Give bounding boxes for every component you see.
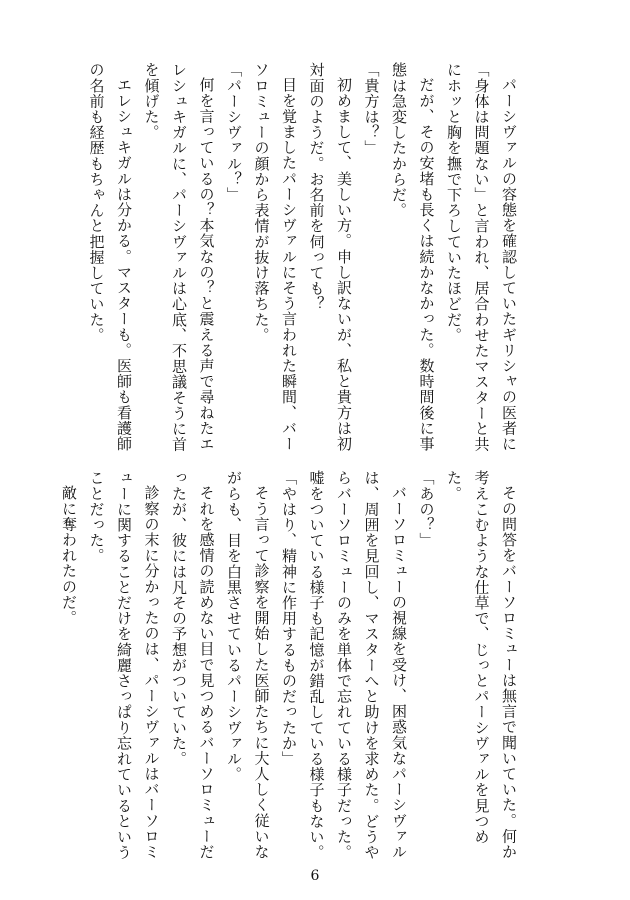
- paragraph: 何を言っているの？本気なの？と震える声で尋ねたエレシュキガルに、パーシヴァルは心底、不思議そうに首を傾げた。: [142, 62, 216, 452]
- paragraph: パーシヴァルの容態を確認していたギリシャの医者に「身体は問題ない」と言われ、居合わせたマスターと共にホッと胸を撫で下ろしていたほどだ。: [445, 62, 518, 452]
- top-text-column: [87, 62, 522, 452]
- paragraph: 敵に奪われたのだ。: [60, 485, 78, 626]
- dialogue-line: 「あの？」: [417, 470, 436, 548]
- page-number: 6: [310, 868, 320, 884]
- paragraph: バーソロミューの視線を受け、困惑気なパーシヴァルは、周囲を見回し、マスターへと助けを求めた。どうやらバーソロミューのみを単体で忘れている様子だった。嘘をついている様子も記憶が錯乱している様子もない。: [307, 470, 408, 860]
- dialogue-line: 「パーシヴァル？」: [225, 62, 243, 203]
- paragraph: そう言って診察を開始した医師たちに大人しく従いながらも、目を白黒させているパーシヴァル。: [225, 470, 271, 860]
- paragraph: その問答をバーソロミューは無言で聞いていた。何か考えこむような仕草で、じっとパーシヴァルを見つめた。: [445, 470, 518, 860]
- dialogue-line: 「やはり、精神に作用するものだったか」: [280, 470, 298, 767]
- dialogue-line: 「貴方は？」: [362, 62, 381, 156]
- bottom-text-column: [60, 470, 522, 860]
- paragraph: 診察の末に分かったのは、パーシヴァルはバーソロミューに関することだけを綺麗さっぱり忘れているということだった。: [87, 470, 161, 860]
- paragraph: それを感情の読めない目で見つめるバーソロミューだったが、彼には凡その予想がついていた。: [170, 470, 216, 860]
- paragraph: エレシュキガルは分かる。マスターも。医師も看護師の名前も経歴もちゃんと把握していた。: [87, 62, 133, 452]
- paragraph: だが、その安堵も長くは続かなかった。数時間後に事態は急変したからだ。: [390, 62, 436, 452]
- paragraph: 目を覚ましたパーシヴァルにそう言われた瞬間、バーソロミューの顔から表情が抜け落ちた。: [252, 62, 298, 452]
- paragraph: 初めまして、美しい方。申し訳ないが、私と貴方は初対面のようだ。お名前を伺っても？: [307, 62, 353, 452]
